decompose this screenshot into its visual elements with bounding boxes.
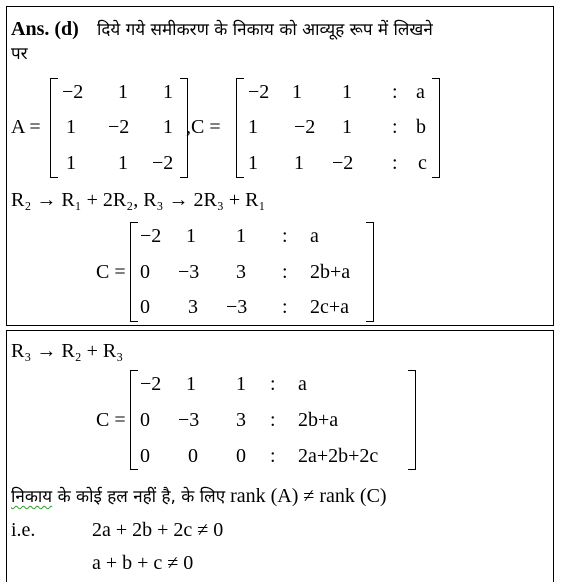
matrix-cell: a — [310, 225, 319, 247]
matrix-c-label: ,C = — [186, 116, 221, 138]
matrix-c2-right-bracket — [408, 370, 416, 470]
matrix-cell: : — [392, 81, 398, 103]
matrix-cell: a — [416, 81, 425, 103]
matrix-c1-left-bracket — [130, 222, 138, 322]
matrix-cell: −2 — [140, 373, 162, 395]
matrix-c2-label: C = — [96, 409, 126, 431]
matrix-cell: c — [418, 152, 427, 174]
matrix-cell: 0 — [140, 261, 150, 283]
matrix-cell: 3 — [236, 409, 246, 431]
matrix-cell: 0 — [140, 296, 150, 318]
matrix-cell: 2a+2b+2c — [298, 445, 379, 467]
matrix-cell: 1 — [248, 116, 258, 138]
intro-line-2: पर — [11, 44, 28, 64]
solution-box-bottom — [6, 330, 554, 582]
matrix-cell: −2 — [140, 225, 162, 247]
matrix-cell: 1 — [186, 373, 196, 395]
matrix-cell: −2 — [248, 81, 270, 103]
matrix-cell: −3 — [226, 296, 248, 318]
matrix-cell: 0 — [236, 445, 246, 467]
matrix-cell: 1 — [236, 225, 246, 247]
matrix-a-label: A = — [11, 116, 41, 138]
matrix-cell: : — [392, 116, 398, 138]
matrix-cell: 2b+a — [310, 261, 351, 283]
matrix-cell: 3 — [188, 296, 198, 318]
conclusion-math: rank (A) ≠ rank (C) — [230, 485, 387, 507]
matrix-cell: −2 — [108, 116, 130, 138]
matrix-cell: : — [282, 296, 288, 318]
matrix-cell: 0 — [188, 445, 198, 467]
matrix-cell: 0 — [140, 445, 150, 467]
matrix-cell: 1 — [186, 225, 196, 247]
matrix-cell: 1 — [66, 116, 76, 138]
matrix-c-right-bracket — [432, 78, 440, 178]
matrix-cell: 1 — [248, 152, 258, 174]
matrix-c-left-bracket — [236, 78, 244, 178]
answer-label: Ans. (d) — [11, 18, 79, 40]
matrix-cell: 1 — [118, 81, 128, 103]
conclusion-line — [11, 484, 387, 509]
matrix-cell: −2 — [332, 152, 354, 174]
matrix-cell: 2b+a — [298, 409, 339, 431]
matrix-cell: −2 — [294, 116, 316, 138]
matrix-cell: : — [270, 373, 276, 395]
matrix-cell: 0 — [140, 409, 150, 431]
matrix-cell: 1 — [236, 373, 246, 395]
matrix-cell: : — [392, 152, 398, 174]
matrix-cell: −2 — [152, 152, 174, 174]
result-2: a + b + c ≠ 0 — [92, 552, 194, 574]
matrix-cell: 1 — [294, 152, 304, 174]
matrix-cell: 1 — [118, 152, 128, 174]
matrix-cell: 1 — [342, 81, 352, 103]
ie-label: i.e. — [11, 519, 36, 541]
solution-box-top — [6, 6, 554, 326]
intro-line-1: दिये गये समीकरण के निकाय को आव्यूह रूप में लिखने — [97, 20, 433, 40]
matrix-cell: −3 — [178, 261, 200, 283]
matrix-cell: : — [270, 409, 276, 431]
matrix-cell: 1 — [292, 81, 302, 103]
matrix-c1-label: C = — [96, 261, 126, 283]
conclusion-hindi-underlined: निकाय — [11, 487, 53, 507]
matrix-cell: a — [298, 373, 307, 395]
matrix-cell: : — [282, 225, 288, 247]
matrix-a-left-bracket — [50, 78, 58, 178]
matrix-c1-right-bracket — [366, 222, 374, 322]
matrix-c2-left-bracket — [130, 370, 138, 470]
matrix-cell: −2 — [62, 81, 84, 103]
matrix-cell: 1 — [66, 152, 76, 174]
result-1: 2a + 2b + 2c ≠ 0 — [92, 519, 224, 541]
matrix-cell: −3 — [178, 409, 200, 431]
matrix-cell: b — [416, 116, 426, 138]
matrix-cell: 3 — [236, 261, 246, 283]
row-operation-1: R₂ → R₁ + 2R₂, R₃ → 2R₃ + R₁ — [11, 189, 266, 211]
matrix-cell: 1 — [342, 116, 352, 138]
matrix-cell: 1 — [163, 116, 173, 138]
matrix-cell: : — [270, 445, 276, 467]
conclusion-hindi: के कोई हल नहीं है, के लिए — [52, 487, 226, 507]
matrix-cell: 1 — [163, 81, 173, 103]
matrix-cell: 2c+a — [310, 296, 350, 318]
row-operation-2: R₃ → R₂ + R₃ — [11, 340, 124, 362]
matrix-cell: : — [282, 261, 288, 283]
